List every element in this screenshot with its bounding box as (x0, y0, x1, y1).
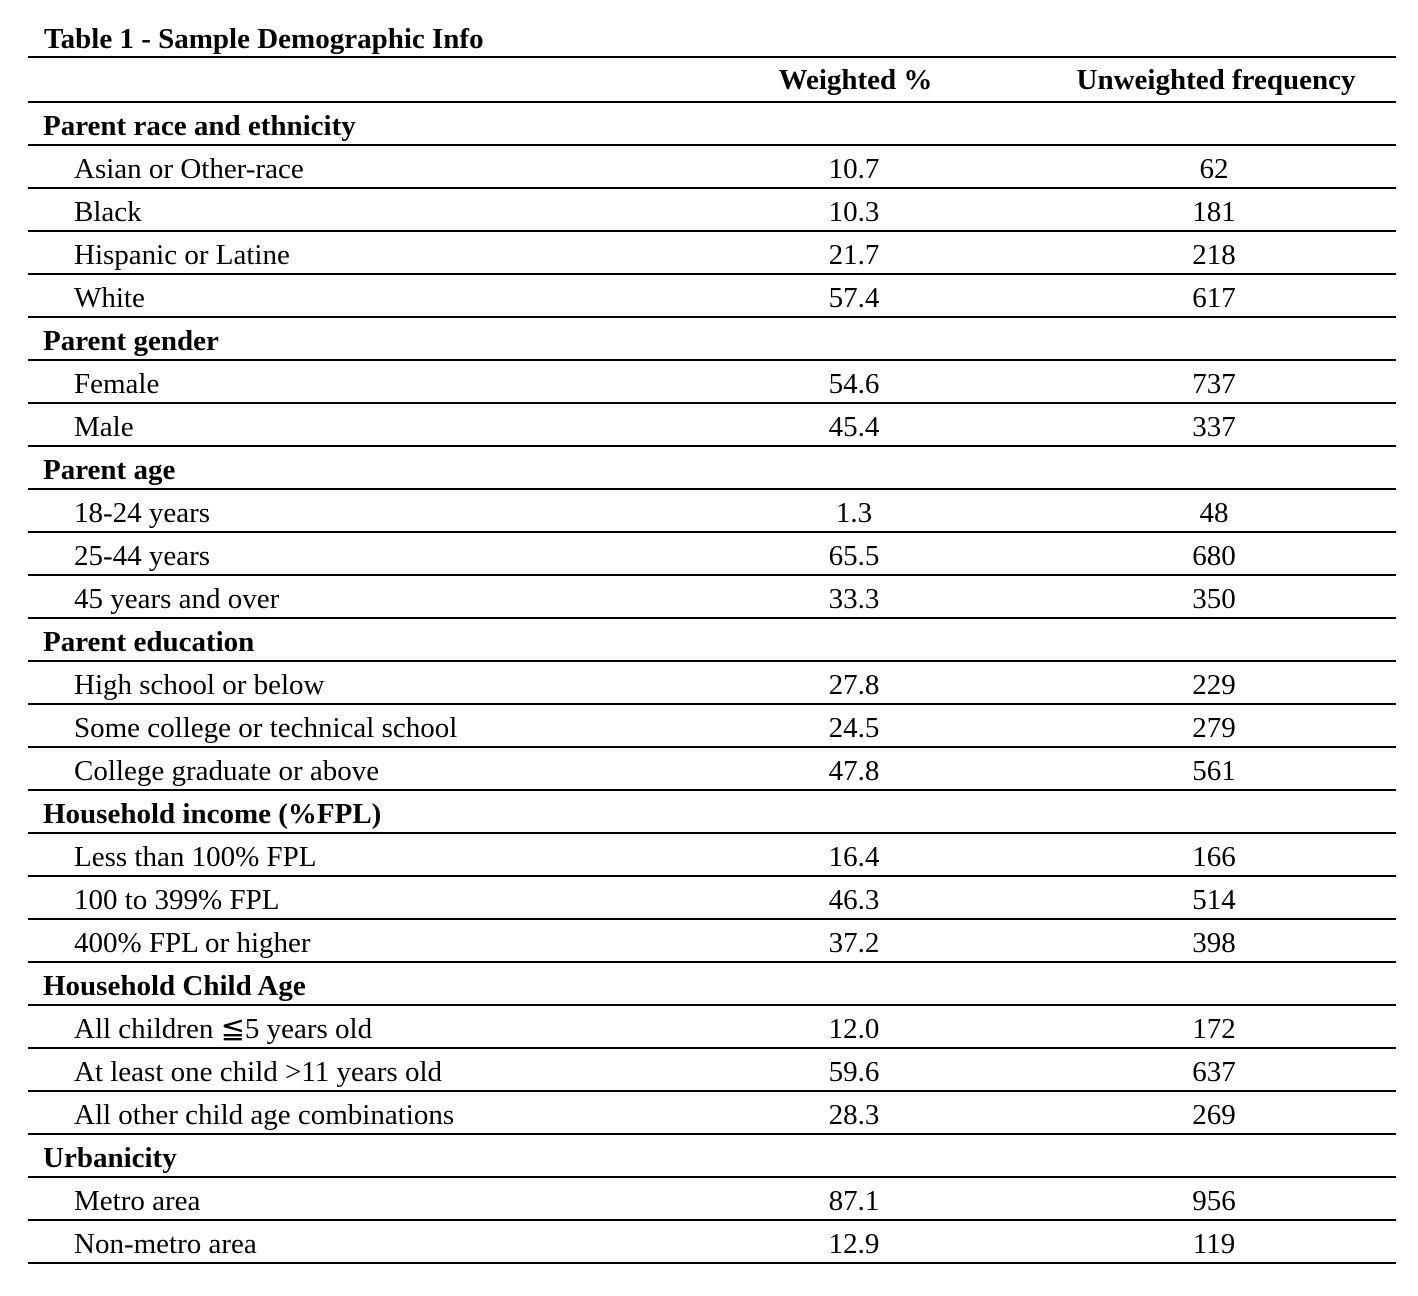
weighted-percent-cell: 54.6 (828, 368, 880, 400)
column-header-unweighted-frequency: Unweighted frequency (1076, 64, 1356, 96)
table-row (28, 834, 1396, 877)
weighted-percent-cell: 45.4 (828, 411, 880, 443)
row-label: Less than 100% FPL (74, 841, 317, 873)
unweighted-frequency-cell: 218 (1192, 239, 1236, 271)
weighted-percent-cell: 10.7 (828, 153, 880, 185)
weighted-percent-cell: 87.1 (828, 1185, 880, 1217)
table-group-row (28, 1135, 1396, 1178)
row-label: Male (74, 411, 134, 443)
table-row (28, 490, 1396, 533)
column-header-weighted-percent: Weighted % (778, 64, 933, 96)
row-label: At least one child >11 years old (74, 1056, 443, 1088)
row-label: 400% FPL or higher (74, 927, 311, 959)
table-row (28, 232, 1396, 275)
table-row (28, 404, 1396, 447)
row-label: All other child age combinations (74, 1099, 455, 1131)
table-row (28, 576, 1396, 619)
demographic-table (28, 56, 1396, 1264)
table-row (28, 1178, 1396, 1221)
unweighted-frequency-cell: 119 (1192, 1228, 1236, 1260)
group-label: Household Child Age (43, 970, 306, 1002)
weighted-percent-cell: 65.5 (828, 540, 880, 572)
table-row (28, 662, 1396, 705)
weighted-percent-cell: 37.2 (828, 927, 880, 959)
unweighted-frequency-cell: 269 (1192, 1099, 1236, 1131)
row-label: College graduate or above (74, 755, 380, 787)
weighted-percent-cell: 28.3 (828, 1099, 880, 1131)
table-row (28, 1221, 1396, 1264)
row-label: All children ≦5 years old (74, 1013, 373, 1045)
row-label: Non-metro area (74, 1228, 257, 1260)
row-label: Hispanic or Latine (74, 239, 290, 271)
table-row (28, 1049, 1396, 1092)
weighted-percent-cell: 12.0 (828, 1013, 880, 1045)
weighted-percent-cell: 21.7 (828, 239, 880, 271)
row-label: Black (74, 196, 142, 228)
row-label: Female (74, 368, 160, 400)
weighted-percent-cell: 16.4 (828, 841, 880, 873)
unweighted-frequency-cell: 398 (1192, 927, 1236, 959)
weighted-percent-cell: 10.3 (828, 196, 880, 228)
unweighted-frequency-cell: 48 (1199, 497, 1229, 529)
group-label: Parent gender (43, 325, 219, 357)
unweighted-frequency-cell: 514 (1192, 884, 1236, 916)
row-label: High school or below (74, 669, 325, 701)
unweighted-frequency-cell: 229 (1192, 669, 1236, 701)
table-row (28, 1092, 1396, 1135)
table-group-row (28, 318, 1396, 361)
unweighted-frequency-cell: 166 (1192, 841, 1236, 873)
row-label: Some college or technical school (74, 712, 458, 744)
weighted-percent-cell: 57.4 (828, 282, 880, 314)
weighted-percent-cell: 24.5 (828, 712, 880, 744)
unweighted-frequency-cell: 350 (1192, 583, 1236, 615)
table-group-row (28, 791, 1396, 834)
group-label: Parent age (43, 454, 176, 486)
unweighted-frequency-cell: 279 (1192, 712, 1236, 744)
unweighted-frequency-cell: 561 (1192, 755, 1236, 787)
unweighted-frequency-cell: 637 (1192, 1056, 1236, 1088)
unweighted-frequency-cell: 172 (1192, 1013, 1236, 1045)
table-row (28, 877, 1396, 920)
unweighted-frequency-cell: 617 (1192, 282, 1236, 314)
table-row (28, 748, 1396, 791)
table-row (28, 705, 1396, 748)
table-row (28, 533, 1396, 576)
row-label: 25-44 years (74, 540, 211, 572)
weighted-percent-cell: 27.8 (828, 669, 880, 701)
group-label: Parent education (43, 626, 255, 658)
unweighted-frequency-cell: 680 (1192, 540, 1236, 572)
group-label: Household income (%FPL) (43, 798, 382, 830)
weighted-percent-cell: 59.6 (828, 1056, 880, 1088)
table-row (28, 146, 1396, 189)
unweighted-frequency-cell: 181 (1192, 196, 1236, 228)
table-header-row (28, 56, 1396, 103)
table-row (28, 1006, 1396, 1049)
table-row (28, 275, 1396, 318)
group-label: Parent race and ethnicity (43, 110, 356, 142)
unweighted-frequency-cell: 737 (1192, 368, 1236, 400)
table-group-row (28, 447, 1396, 490)
row-label: White (74, 282, 145, 314)
row-label: 18-24 years (74, 497, 211, 529)
table-group-row (28, 963, 1396, 1006)
weighted-percent-cell: 47.8 (828, 755, 880, 787)
weighted-percent-cell: 33.3 (828, 583, 880, 615)
row-label: Asian or Other-race (74, 153, 304, 185)
table-group-row (28, 619, 1396, 662)
row-label: 100 to 399% FPL (74, 884, 280, 916)
row-label: Metro area (74, 1185, 201, 1217)
unweighted-frequency-cell: 337 (1192, 411, 1236, 443)
table-row (28, 361, 1396, 404)
table-row (28, 920, 1396, 963)
table-group-row (28, 103, 1396, 146)
weighted-percent-cell: 46.3 (828, 884, 880, 916)
weighted-percent-cell: 1.3 (835, 497, 873, 529)
unweighted-frequency-cell: 956 (1192, 1185, 1236, 1217)
unweighted-frequency-cell: 62 (1199, 153, 1229, 185)
group-label: Urbanicity (43, 1142, 177, 1174)
row-label: 45 years and over (74, 583, 280, 615)
table-row (28, 189, 1396, 232)
table-title: Table 1 - Sample Demographic Info (44, 23, 484, 55)
weighted-percent-cell: 12.9 (828, 1228, 880, 1260)
